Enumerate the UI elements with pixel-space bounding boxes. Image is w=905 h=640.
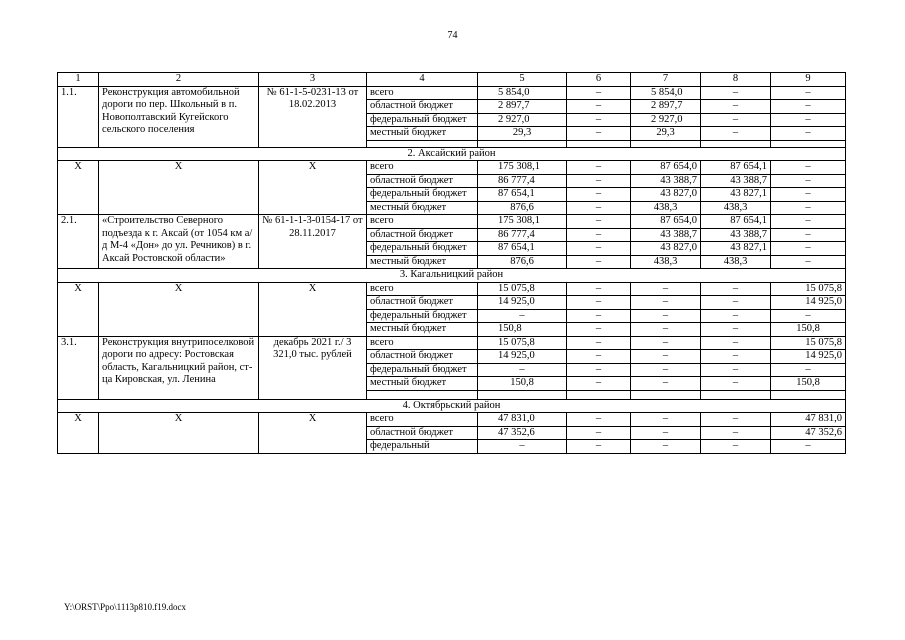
value-cell: – [771,309,846,323]
x-mark: X [58,282,99,336]
value-cell: – [567,188,631,202]
budget-label: всего [367,86,478,100]
value-cell: 15 075,8 [771,336,846,350]
x-mark: X [259,413,367,454]
item-number: 3.1. [58,336,99,399]
budget-label: всего [367,215,478,229]
budget-label: областной бюджет [367,228,478,242]
value-cell: 150,8 [478,377,567,391]
value-cell: – [567,336,631,350]
table-row [58,86,846,100]
value-cell: – [567,440,631,454]
col-header: 7 [631,73,701,87]
value-cell: 87 654,1 [701,215,771,229]
value-cell: – [771,127,846,141]
value-cell: 5 854,0 [478,86,567,100]
table-row [58,215,846,229]
value-cell: 87 654,1 [478,188,567,202]
value-cell: 15 075,8 [478,282,567,296]
document-ref: № 61-1-5-0231-13 от 18.02.2013 [259,86,367,147]
value-cell: 438,3 [631,201,701,215]
budget-label: местный бюджет [367,127,478,141]
value-cell: 150,8 [771,377,846,391]
section-row [58,399,846,413]
value-cell: 47 352,6 [478,426,567,440]
object-name: «Строительство Северного подъезда к г. Аксай (от 1054 км а/д М-4 «Дон» до ул. Речников) в г. Аксай Ростовской области» [99,215,259,269]
value-cell: – [567,86,631,100]
value-cell: 2 897,7 [631,100,701,114]
value-cell: 47 831,0 [478,413,567,427]
value-cell: – [478,363,567,377]
value-cell: 29,3 [631,127,701,141]
value-cell: 43 827,0 [631,242,701,256]
col-header: 9 [771,73,846,87]
value-cell: 29,3 [478,127,567,141]
col-header: 5 [478,73,567,87]
table-row [58,336,846,350]
value-cell: 43 388,7 [701,228,771,242]
value-cell: – [771,363,846,377]
value-cell: – [567,100,631,114]
value-cell: – [701,127,771,141]
budget-label: федеральный бюджет [367,309,478,323]
value-cell: 438,3 [701,201,771,215]
value-cell: – [631,309,701,323]
page-number: 74 [447,30,458,41]
budget-label: областной бюджет [367,100,478,114]
value-cell: – [478,440,567,454]
x-mark: X [58,413,99,454]
value-cell: 14 925,0 [771,296,846,310]
value-cell: – [701,363,771,377]
budget-label: областной бюджет [367,296,478,310]
value-cell: – [567,282,631,296]
value-cell: 86 777,4 [478,228,567,242]
table-row [58,161,846,175]
value-cell: – [631,336,701,350]
value-cell: 87 654,1 [701,161,771,175]
value-cell: – [567,363,631,377]
object-name: Реконструкция автомобильной дороги по пер. Школьный в п. Новополтавский Кугейского сельского поселения [99,86,259,147]
value-cell: 175 308,1 [478,215,567,229]
value-cell: – [567,215,631,229]
value-cell: – [771,242,846,256]
x-mark: X [58,161,99,215]
budget-label: федеральный бюджет [367,113,478,127]
value-cell: – [567,174,631,188]
value-cell: – [771,113,846,127]
value-cell: – [567,161,631,175]
value-cell: – [631,440,701,454]
value-cell: – [631,426,701,440]
budget-label: местный бюджет [367,255,478,269]
value-cell: 14 925,0 [478,350,567,364]
value-cell: 876,6 [478,255,567,269]
value-cell: – [701,377,771,391]
value-cell: 2 927,0 [478,113,567,127]
value-cell: 47 831,0 [771,413,846,427]
value-cell: 5 854,0 [631,86,701,100]
value-cell: – [771,228,846,242]
budget-label: областной бюджет [367,350,478,364]
table-row [58,282,846,296]
document-ref: № 61-1-1-3-0154-17 от 28.11.2017 [259,215,367,269]
item-number: 1.1. [58,86,99,147]
value-cell: – [567,127,631,141]
value-cell: 438,3 [701,255,771,269]
section-row [58,147,846,161]
value-cell: 47 352,6 [771,426,846,440]
value-cell: 86 777,4 [478,174,567,188]
value-cell: 43 827,0 [631,188,701,202]
value-cell: 2 897,7 [478,100,567,114]
section-row [58,269,846,283]
value-cell: 43 827,1 [701,242,771,256]
value-cell: – [771,86,846,100]
value-cell: – [771,440,846,454]
value-cell: – [631,377,701,391]
x-mark: X [99,282,259,336]
budget-label: местный бюджет [367,377,478,391]
value-cell: – [701,282,771,296]
file-path-footer: Y:\ORST\Ppo\1113p810.f19.docx [64,602,187,612]
value-cell: – [701,426,771,440]
budget-label: всего [367,161,478,175]
section-title: 2. Аксайский район [58,147,846,161]
value-cell: 14 925,0 [478,296,567,310]
budget-label: областной бюджет [367,426,478,440]
value-cell: – [631,296,701,310]
value-cell: – [771,188,846,202]
value-cell: – [701,100,771,114]
value-cell: 43 388,7 [631,228,701,242]
value-cell: – [771,215,846,229]
budget-label: федеральный бюджет [367,188,478,202]
value-cell: – [631,413,701,427]
document-ref: декабрь 2021 г./ 3 321,0 тыс. рублей [259,336,367,399]
value-cell: 876,6 [478,201,567,215]
value-cell: – [771,161,846,175]
budget-label: федеральный бюджет [367,242,478,256]
value-cell: – [701,336,771,350]
value-cell: – [567,228,631,242]
value-cell: – [701,413,771,427]
value-cell: 15 075,8 [478,336,567,350]
budget-label: федеральный бюджет [367,363,478,377]
value-cell: – [631,323,701,337]
value-cell: 87 654,0 [631,161,701,175]
col-header: 6 [567,73,631,87]
budget-label: местный бюджет [367,323,478,337]
item-number: 2.1. [58,215,99,269]
value-cell: 87 654,1 [478,242,567,256]
x-mark: X [99,161,259,215]
budget-table [57,72,846,454]
value-cell: 150,8 [771,323,846,337]
value-cell: – [701,86,771,100]
value-cell: 43 827,1 [701,188,771,202]
value-cell: 15 075,8 [771,282,846,296]
value-cell: – [631,363,701,377]
col-header: 3 [259,73,367,87]
value-cell: 87 654,0 [631,215,701,229]
budget-label: всего [367,413,478,427]
value-cell: – [567,350,631,364]
value-cell: – [701,113,771,127]
section-title: 4. Октябрьский район [58,399,846,413]
value-cell: – [631,282,701,296]
col-header: 2 [99,73,259,87]
x-mark: X [259,282,367,336]
value-cell: – [701,350,771,364]
value-cell: – [771,201,846,215]
value-cell: – [701,323,771,337]
value-cell: 150,8 [478,323,567,337]
object-name: Реконструкция внутрипоселковой дороги по адресу: Ростовская область, Кагальницкий район, ст-ца Кировская, ул. Ленина [99,336,259,399]
value-cell: – [567,296,631,310]
table-row [58,413,846,427]
value-cell: – [701,440,771,454]
value-cell: – [701,296,771,310]
value-cell: 175 308,1 [478,161,567,175]
value-cell: – [567,201,631,215]
section-title: 3. Кагальницкий район [58,269,846,283]
value-cell: – [771,255,846,269]
value-cell: – [567,309,631,323]
value-cell: 43 388,7 [631,174,701,188]
value-cell: – [567,323,631,337]
value-cell: – [631,350,701,364]
value-cell: – [567,377,631,391]
value-cell: – [478,309,567,323]
value-cell: – [701,309,771,323]
value-cell: 43 388,7 [701,174,771,188]
x-mark: X [99,413,259,454]
col-header: 1 [58,73,99,87]
budget-label: федеральный [367,440,478,454]
header-row [58,73,846,87]
value-cell: 438,3 [631,255,701,269]
value-cell: – [771,100,846,114]
budget-label: областной бюджет [367,174,478,188]
value-cell: – [567,426,631,440]
value-cell: 2 927,0 [631,113,701,127]
col-header: 4 [367,73,478,87]
value-cell: – [567,242,631,256]
budget-label: всего [367,282,478,296]
value-cell: – [567,413,631,427]
value-cell: 14 925,0 [771,350,846,364]
value-cell: – [567,113,631,127]
value-cell: – [771,174,846,188]
x-mark: X [259,161,367,215]
budget-label: всего [367,336,478,350]
budget-label: местный бюджет [367,201,478,215]
value-cell: – [567,255,631,269]
col-header: 8 [701,73,771,87]
